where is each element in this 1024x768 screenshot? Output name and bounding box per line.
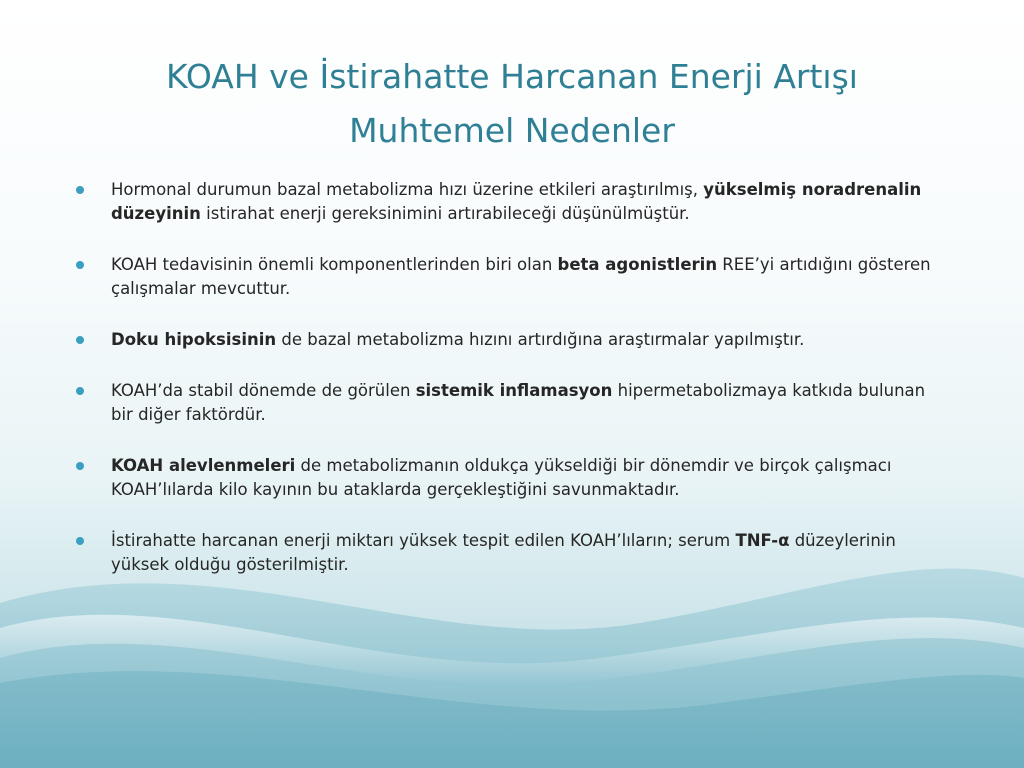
bullet-text: Hormonal durumun bazal metabolizma hızı üzerine etkileri araştırılmış, xyxy=(111,180,704,199)
bullet-item-doku-hipoksisi xyxy=(70,328,950,352)
bullet-text: REE’yi artıdığını gösteren çalışmalar mevcuttur. xyxy=(111,255,931,298)
bullet-dot-icon xyxy=(76,261,84,269)
bullet-text: KOAH tedavisinin önemli komponentlerinden biri olan xyxy=(111,255,558,274)
bullet-text: hipermetabolizmaya katkıda bulunan bir diğer faktördür. xyxy=(111,381,926,424)
bullet-bold-text: beta agonistlerin xyxy=(557,255,718,274)
slide-title-line-1: KOAH ve İstirahatte Harcanan Enerji Artışı xyxy=(166,57,858,96)
bullet-text: de bazal metabolizma hızını artırdığına araştırmalar yapılmıştır. xyxy=(276,330,805,349)
bullet-item-koah-alevlenmeleri xyxy=(70,454,950,502)
bullet-dot-icon xyxy=(76,387,84,395)
bullet-bold-text: TNF-α xyxy=(735,531,790,550)
bullet-text: de metabolizmanın oldukça yükseldiği bir dönemdir ve birçok çalışmacı KOAH’lılarda kilo kayının bu ataklarda gerçekleştiğini savunmaktadır. xyxy=(111,456,892,499)
bullet-list xyxy=(70,178,950,604)
bullet-item-tnf-alpha xyxy=(70,529,950,577)
bullet-bold-text: sistemik inflamasyon xyxy=(415,381,613,400)
bullet-item-sistemik-inflamasyon xyxy=(70,379,950,427)
bullet-dot-icon xyxy=(76,336,84,344)
bullet-dot-icon xyxy=(76,537,84,545)
bullet-bold-text: Doku hipoksisinin xyxy=(111,330,277,349)
bullet-text: istirahat enerji gereksinimini artırabileceği düşünülmüştür. xyxy=(200,204,690,223)
slide-title xyxy=(60,50,964,158)
bullet-dot-icon xyxy=(76,462,84,470)
bullet-text: İstirahatte harcanan enerji miktarı yüksek tespit edilen KOAH’lıların; serum xyxy=(111,531,736,550)
bullet-item-noradrenalin xyxy=(70,178,950,226)
slide-title-line-2: Muhtemel Nedenler xyxy=(349,111,675,150)
bullet-bold-text: KOAH alevlenmeleri xyxy=(111,456,296,475)
bullet-bold-text: yükselmiş noradrenalin düzeyinin xyxy=(111,180,922,223)
bullet-dot-icon xyxy=(76,186,84,194)
bullet-item-beta-agonist xyxy=(70,253,950,301)
bullet-text: düzeylerinin yüksek olduğu gösterilmiştir. xyxy=(111,531,896,574)
bullet-text: KOAH’da stabil dönemde de görülen xyxy=(111,381,416,400)
